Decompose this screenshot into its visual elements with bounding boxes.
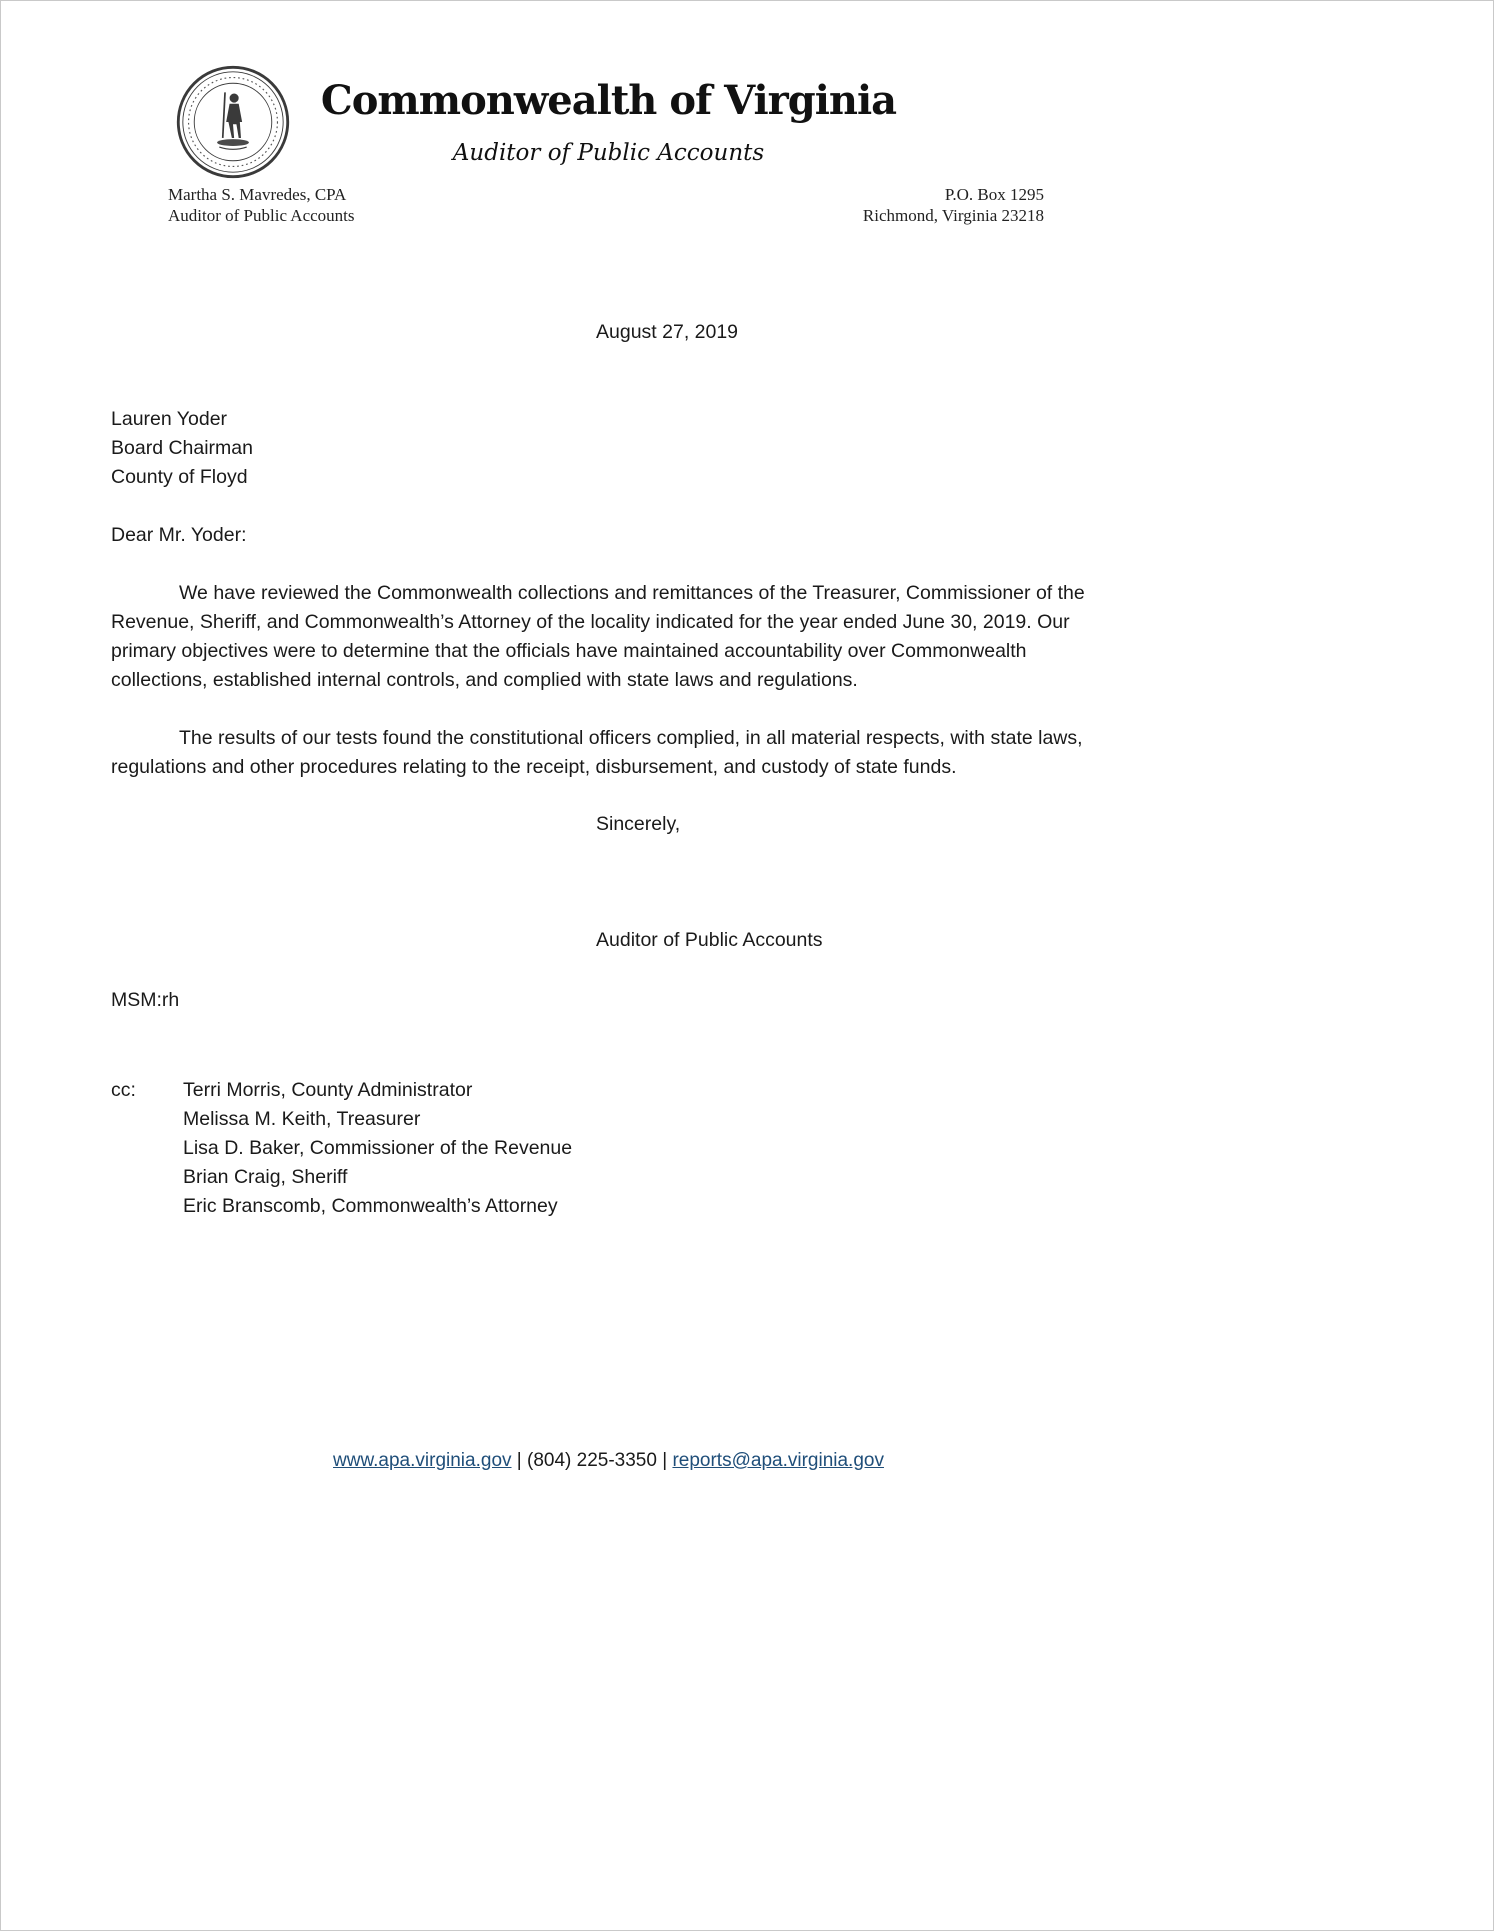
letter-body (111, 318, 1106, 1221)
po-box: P.O. Box 1295 (944, 185, 1044, 204)
footer-separator: | (662, 1450, 668, 1471)
cc-item: Terri Morris, County Administrator (183, 1079, 473, 1101)
cc-item: Eric Branscomb, Commonwealth’s Attorney (183, 1195, 558, 1217)
cc-item: Melissa M. Keith, Treasurer (183, 1108, 421, 1130)
cc-block (111, 1076, 1106, 1221)
reference-initials: MSM:rh (111, 989, 180, 1011)
body-paragraph-2: The results of our tests found the constitutional officers complied, in all material respects, with state laws, regulations and other procedures relating to the receipt, disbursement, and custody of state funds. (111, 727, 1083, 778)
mailing-address-block (863, 184, 1044, 226)
footer-separator: | (516, 1450, 522, 1471)
email-link[interactable]: reports@apa.virginia.gov (672, 1450, 884, 1471)
auditor-title: Auditor of Public Accounts (168, 206, 355, 225)
letter-content (111, 1, 1106, 1221)
salutation: Dear Mr. Yoder: (111, 524, 247, 546)
letterhead-contacts (111, 184, 1106, 226)
body-paragraph-1: We have reviewed the Commonwealth collections and remittances of the Treasurer, Commissioner of the Revenue, Sheriff, and Commonwealth’s Attorney of the locality indicated for the year ended June 30, 2019. Our primary objectives were to determine that the officials have maintained accountability over Commonwealth collections, established internal controls, and complied with state laws and regulations. (111, 582, 1085, 691)
letter-date: August 27, 2019 (596, 321, 739, 343)
cc-item: Brian Craig, Sheriff (183, 1166, 348, 1188)
closing: Sincerely, (596, 813, 681, 835)
city-state-zip: Richmond, Virginia 23218 (862, 206, 1044, 225)
recipient-title: Board Chairman (111, 437, 253, 459)
cc-list (183, 1076, 572, 1221)
letterhead-subtitle: Auditor of Public Accounts (452, 140, 765, 166)
footer-phone: (804) 225-3350 (527, 1450, 657, 1471)
recipient-name: Lauren Yoder (111, 408, 228, 430)
footer (111, 1449, 1106, 1473)
auditor-name: Martha S. Mavredes, CPA (168, 185, 347, 204)
signature-title: Auditor of Public Accounts (596, 929, 823, 951)
auditor-contact-block (168, 184, 355, 226)
website-link[interactable]: www.apa.virginia.gov (333, 1450, 512, 1471)
virginia-seal-icon (176, 63, 290, 181)
recipient-organization: County of Floyd (111, 466, 248, 488)
letterhead-title: Commonwealth of Virginia (320, 77, 897, 124)
letterhead (111, 1, 1106, 226)
cc-item: Lisa D. Baker, Commissioner of the Revenue (183, 1137, 573, 1159)
recipient-block (111, 405, 1106, 492)
cc-label: cc: (111, 1079, 136, 1101)
